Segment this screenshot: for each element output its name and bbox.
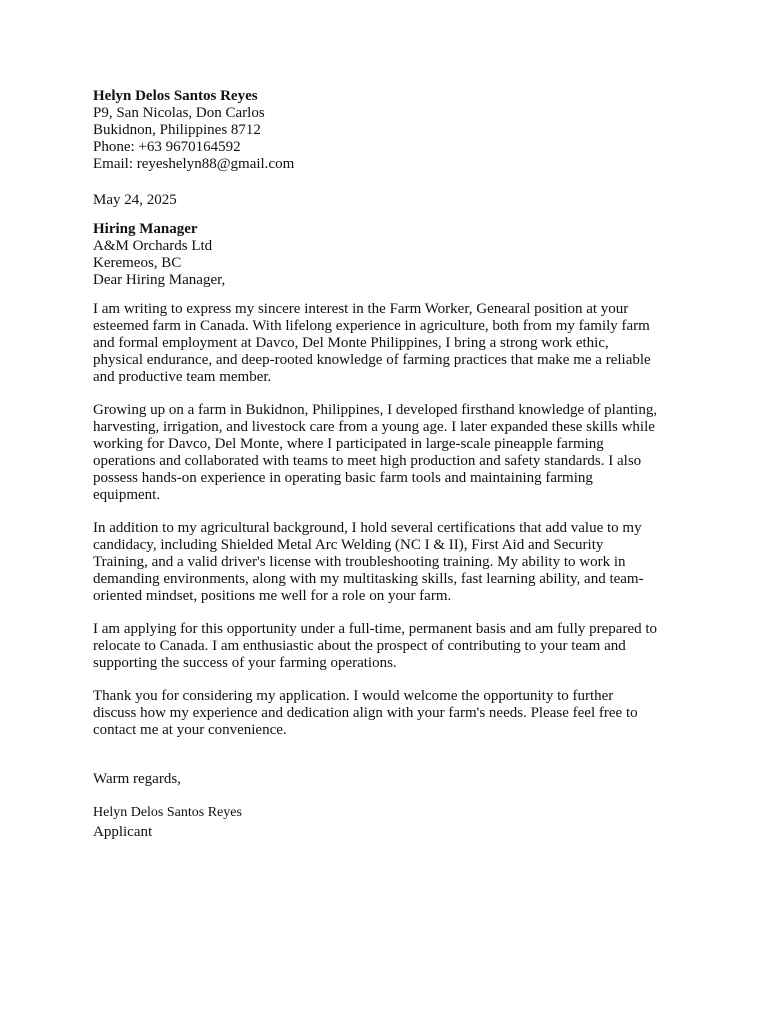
sender-email: Email: reyeshelyn88@gmail.com bbox=[93, 156, 295, 172]
paragraph-line: supporting the success of your farming operations. bbox=[93, 655, 397, 671]
paragraph-line: physical endurance, and deep-rooted knowledge of farming practices that make me a reliable bbox=[93, 352, 651, 368]
letter-date: May 24, 2025 bbox=[93, 192, 177, 208]
signature-name: Helyn Delos Santos Reyes bbox=[93, 805, 242, 820]
paragraph-line: contact me at your convenience. bbox=[93, 722, 287, 738]
paragraph-line: and formal employment at Davco, Del Monte Philippines, I bring a strong work ethic, bbox=[93, 335, 609, 351]
paragraph-line: working for Davco, Del Monte, where I participated in large-scale pineapple farming bbox=[93, 436, 604, 452]
sender-address-line2: Bukidnon, Philippines 8712 bbox=[93, 122, 261, 138]
paragraph-line: oriented mindset, positions me well for a role on your farm. bbox=[93, 588, 452, 604]
paragraph-line: harvesting, irrigation, and livestock care from a young age. I later expanded these skills while bbox=[93, 419, 655, 435]
paragraph-line: discuss how my experience and dedication align with your farm's needs. Please feel free to bbox=[93, 705, 638, 721]
sender-phone: Phone: +63 9670164592 bbox=[93, 139, 241, 155]
paragraph-line: I am writing to express my sincere interest in the Farm Worker, Genearal position at your bbox=[93, 301, 629, 317]
paragraph-line: demanding environments, along with my multitasking skills, fast learning ability, and team- bbox=[93, 571, 644, 587]
sender-address-line1: P9, San Nicolas, Don Carlos bbox=[93, 105, 265, 121]
paragraph-line: relocate to Canada. I am enthusiastic about the prospect of contributing to your team and bbox=[93, 638, 626, 654]
recipient-location: Keremeos, BC bbox=[93, 255, 182, 271]
paragraph-line: Thank you for considering my application. I would welcome the opportunity to further bbox=[93, 688, 614, 704]
paragraph-line: operations and collaborated with teams to meet high production and safety standards. I also bbox=[93, 453, 642, 469]
recipient-company: A&M Orchards Ltd bbox=[93, 238, 213, 254]
signature-role: Applicant bbox=[93, 824, 153, 840]
paragraph-line: Training, and a valid driver's license with troubleshooting training. My ability to work in bbox=[93, 554, 626, 570]
salutation: Dear Hiring Manager, bbox=[93, 272, 226, 288]
paragraph-line: In addition to my agricultural background, I hold several certifications that add value to my bbox=[93, 520, 642, 536]
paragraph-line: I am applying for this opportunity under a full-time, permanent basis and am fully prepared to bbox=[93, 621, 658, 637]
sender-name: Helyn Delos Santos Reyes bbox=[93, 88, 258, 104]
recipient-title: Hiring Manager bbox=[93, 221, 198, 237]
paragraph-line: esteemed farm in Canada. With lifelong experience in agriculture, both from my family farm bbox=[93, 318, 650, 334]
paragraph-line: possess hands-on experience in operating basic farm tools and maintaining farming bbox=[93, 470, 593, 486]
paragraph-line: and productive team member. bbox=[93, 369, 272, 385]
paragraph-line: equipment. bbox=[93, 487, 161, 503]
paragraph-line: Growing up on a farm in Bukidnon, Philippines, I developed firsthand knowledge of planting, bbox=[93, 402, 658, 418]
closing: Warm regards, bbox=[93, 771, 181, 787]
paragraph-line: candidacy, including Shielded Metal Arc Welding (NC I & II), First Aid and Security bbox=[93, 537, 604, 553]
